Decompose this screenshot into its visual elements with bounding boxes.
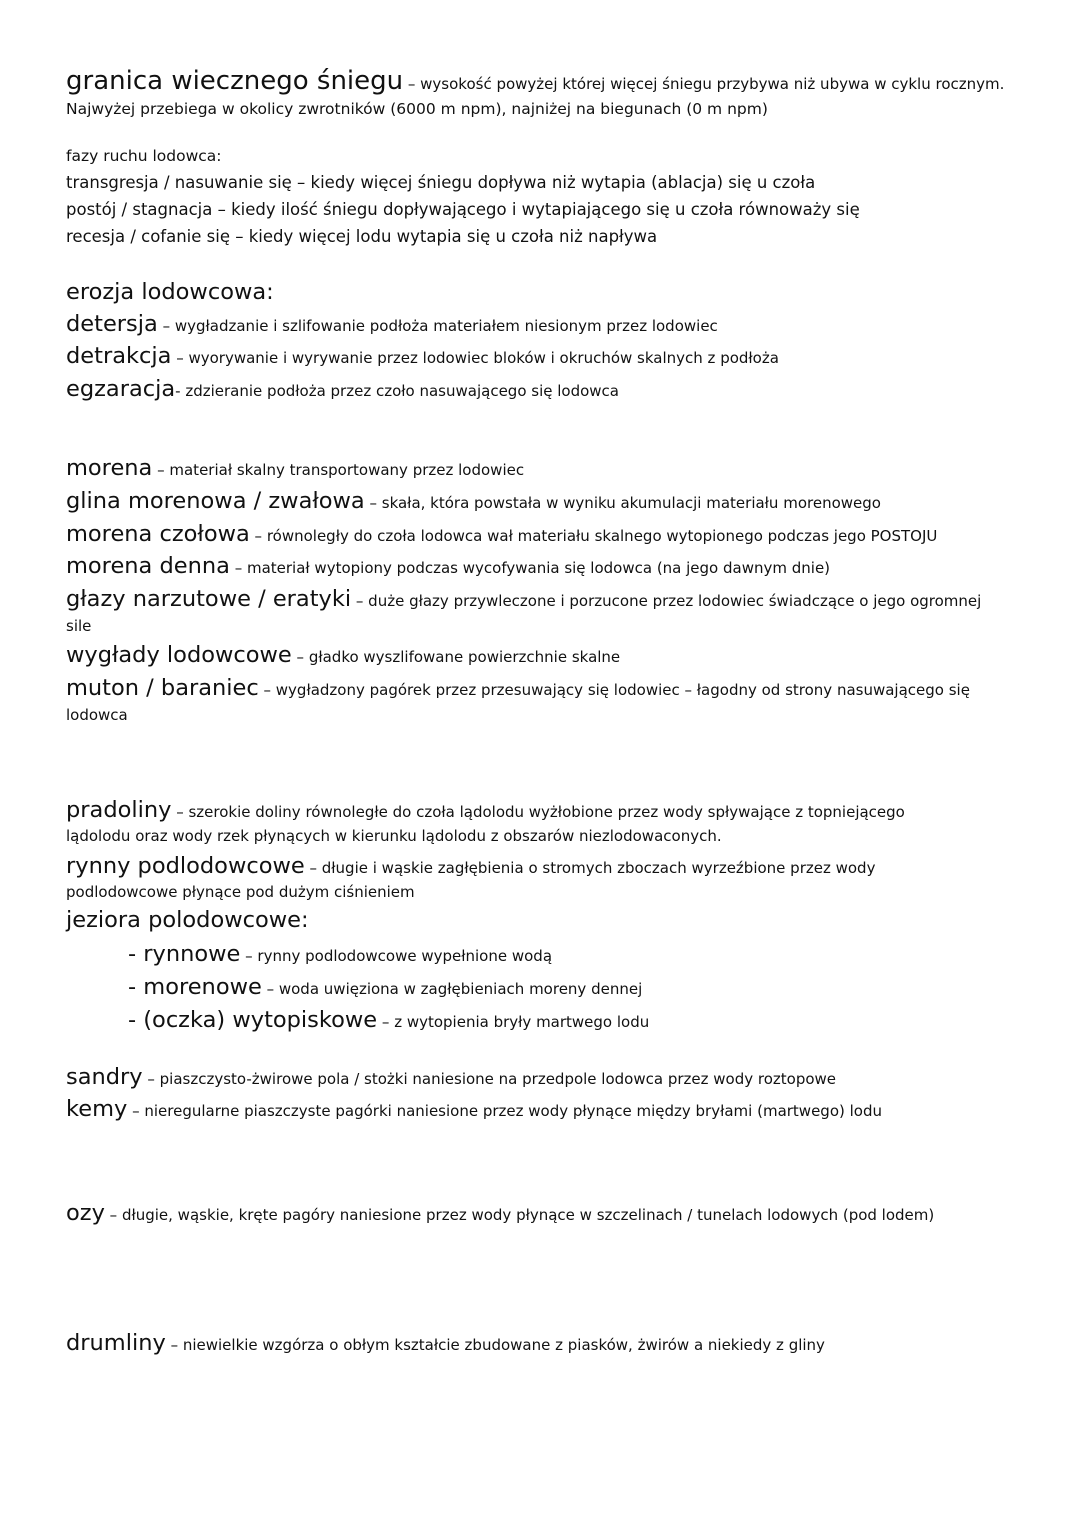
roche-cont: lodowca [66, 706, 128, 724]
erosion-heading: erozja lodowcowa: [66, 279, 274, 305]
definition: – wyorywanie i wyrywanie przez lodowiec bloków i okruchów skalnych z podłoża [171, 349, 779, 367]
term: rynny podlodowcowe [66, 853, 305, 879]
definition: – z wytopienia bryły martwego lodu [377, 1013, 650, 1031]
moraine-item [66, 553, 830, 579]
phase-item: recesja / cofanie się – kiedy więcej lodu wytapia się u czoła niż napływa [66, 227, 658, 246]
definition: – wysokość powyżej której więcej śniegu przybywa niż ubywa w cyklu rocznym. [403, 75, 1005, 93]
pradoliny-cont: lądolodu oraz wody rzek płynących w kierunku lądolodu z obszarów niezlodowaconych. [66, 827, 722, 845]
erosion-item [66, 376, 619, 402]
moraine-item [66, 455, 524, 481]
definition: – woda uwięziona w zagłębieniach moreny dennej [261, 980, 643, 998]
term: detersja [66, 311, 158, 337]
rynny-cont: podlodowcowe płynące pod dużym ciśnieniem [66, 883, 415, 901]
pradoliny-entry [66, 797, 905, 823]
term: wygłady lodowcowe [66, 642, 292, 668]
phase-item: postój / stagnacja – kiedy ilość śniegu dopływającego i wytapiającego się u czoła równoważy się [66, 200, 860, 219]
term: głazy narzutowe / eratyki [66, 586, 352, 612]
definition: – skała, która powstała w wyniku akumulacji materiału morenowego [364, 494, 881, 512]
definition: – piaszczysto-żwirowe pola / stożki naniesione na przedpole lodowca przez wody roztopowe [142, 1070, 837, 1088]
term: egzaracja [66, 376, 176, 402]
term: pradoliny [66, 797, 172, 823]
definition: – długie, wąskie, kręte pagóry naniesione przez wody płynące w szczelinach / tunelach lodowych (pod lodem) [104, 1206, 935, 1224]
term: muton / baraniec [66, 675, 259, 701]
term: sandry [66, 1064, 143, 1090]
phase-item: transgresja / nasuwanie się – kiedy więcej śniegu dopływa niż wytapia (ablacja) się u czoła [66, 173, 816, 192]
snow-line-cont: Najwyżej przebiega w okolicy zwrotników (6000 m npm), najniżej na biegunach (0 m npm) [66, 100, 768, 118]
definition: – długie i wąskie zagłębienia o stromych zboczach wyrzeźbione przez wody [304, 859, 876, 877]
snow-line-entry [66, 66, 1004, 96]
definition: – niewielkie wzgórza o obłym kształcie zbudowane z piasków, żwirów a niekiedy z gliny [165, 1336, 825, 1354]
moraine-item [66, 488, 881, 514]
erratics-cont: sile [66, 617, 92, 635]
definition: – szerokie doliny równoległe do czoła lądolodu wyżłobione przez wody spływające z topniejącego [171, 803, 905, 821]
drumliny-entry [66, 1330, 825, 1356]
roche-entry [66, 675, 970, 701]
kemy-entry [66, 1096, 882, 1122]
lakes-heading: jeziora polodowcowe: [66, 907, 309, 933]
definition: – materiał skalny transportowany przez lodowiec [152, 461, 525, 479]
term: ozy [66, 1200, 105, 1226]
lake-item [128, 941, 552, 967]
definition: – wygładzanie i szlifowanie podłoża materiałem niesionym przez lodowiec [157, 317, 718, 335]
lake-item [128, 1007, 649, 1033]
definition: – gładko wyszlifowane powierzchnie skalne [291, 648, 621, 666]
term: detrakcja [66, 343, 172, 369]
term: - rynnowe [128, 941, 241, 967]
sandry-entry [66, 1064, 836, 1090]
moraine-item [66, 521, 937, 547]
term: morena czołowa [66, 521, 250, 547]
definition: – równoległy do czoła lodowca wał materiału skalnego wytopionego podczas jego POSTOJU [249, 527, 938, 545]
polish-entry [66, 642, 620, 668]
erosion-item [66, 343, 779, 369]
definition: – rynny podlodowcowe wypełnione wodą [240, 947, 553, 965]
term: granica wiecznego śniegu [66, 66, 404, 96]
ozy-entry [66, 1200, 934, 1226]
term: - (oczka) wytopiskowe [128, 1007, 378, 1033]
definition: – duże głazy przywleczone i porzucone przez lodowiec świadczące o jego ogromnej [351, 592, 982, 610]
term: - morenowe [128, 974, 262, 1000]
definition: – materiał wytopiony podczas wycofywania się lodowca (na jego dawnym dnie) [229, 559, 831, 577]
lake-item [128, 974, 642, 1000]
term: morena [66, 455, 153, 481]
term: morena denna [66, 553, 230, 579]
definition: - zdzieranie podłoża przez czoło nasuwającego się lodowca [175, 382, 619, 400]
rynny-entry [66, 853, 875, 879]
erosion-item [66, 311, 718, 337]
definition: – wygładzony pagórek przez przesuwający się lodowiec – łagodny od strony nasuwającego się [258, 681, 970, 699]
erratics-entry [66, 586, 981, 612]
definition: – nieregularne piaszczyste pagórki naniesione przez wody płynące między bryłami (martwego) lodu [127, 1102, 882, 1120]
term: drumliny [66, 1330, 166, 1356]
phases-heading: fazy ruchu lodowca: [66, 147, 222, 165]
term: kemy [66, 1096, 128, 1122]
term: glina morenowa / zwałowa [66, 488, 365, 514]
